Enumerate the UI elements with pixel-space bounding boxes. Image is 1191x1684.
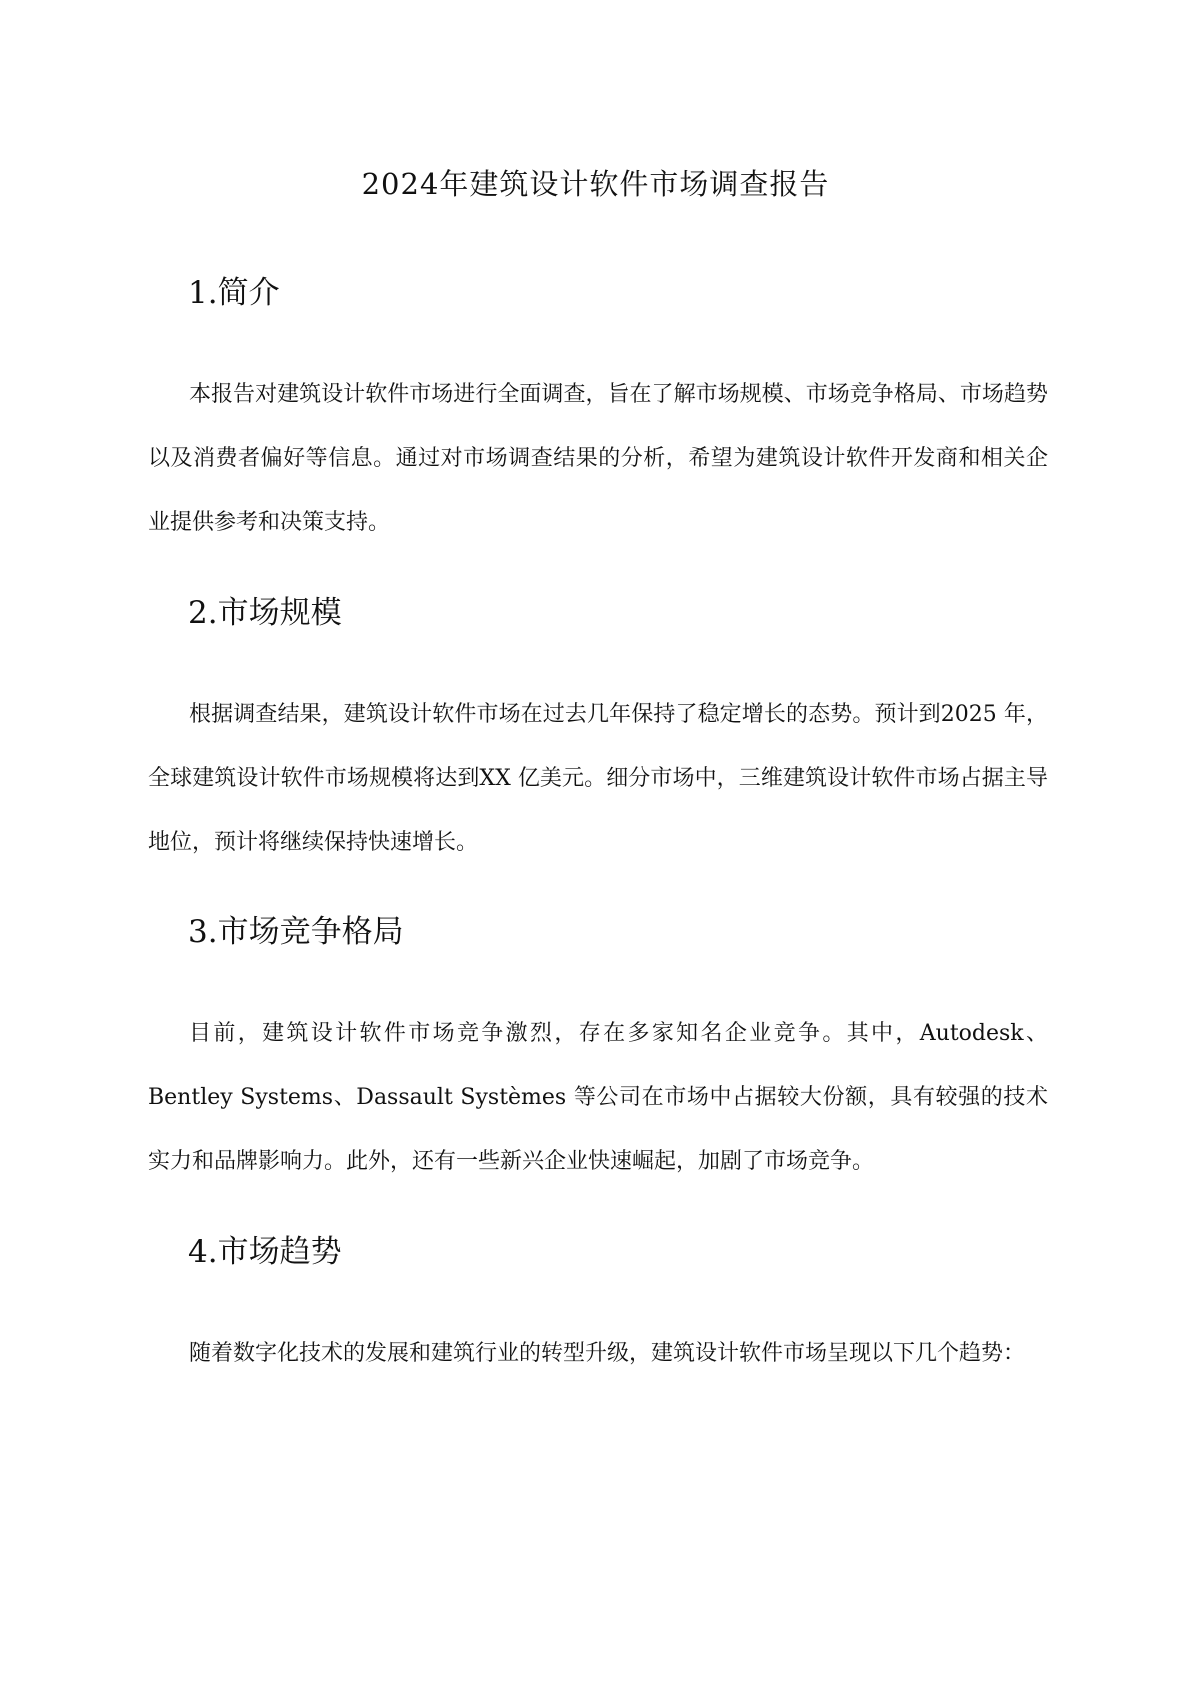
section-heading-competition: 3.市场竞争格局 [188,914,404,950]
section-body-introduction: 本报告对建筑设计软件市场进行全面调查，旨在了解市场规模、市场竞争格局、市场趋势以及消费者偏好等信息。通过对市场调查结果的分析，希望为建筑设计软件开发商和相关企业提供参考和决策支持。 [148,382,1048,535]
section-heading-market-size: 2.市场规模 [188,595,342,631]
section-heading-market-trends: 4.市场趋势 [188,1234,342,1270]
section-body-market-trends: 随着数字化技术的发展和建筑行业的转型升级，建筑设计软件市场呈现以下几个趋势： [189,1341,1026,1366]
section-body-competition: 目前，建筑设计软件市场竞争激烈，存在多家知名企业竞争。其中，Autodesk、Bentley Systems、Dassault Systèmes 等公司在市场中占据较大份额，具有较强的技术实力和品牌影响力。此外，还有一些新兴企业快速崛起，加剧了市场竞争。 [148,1021,1048,1174]
section-heading-introduction: 1.简介 [188,275,280,311]
document-title: 2024年建筑设计软件市场调查报告 [361,167,830,201]
section-body-market-size: 根据调查结果，建筑设计软件市场在过去几年保持了稳定增长的态势。预计到2025 年，全球建筑设计软件市场规模将达到XX 亿美元。细分市场中，三维建筑设计软件市场占据主导地位，预计将继续保持快速增长。 [148,702,1048,855]
